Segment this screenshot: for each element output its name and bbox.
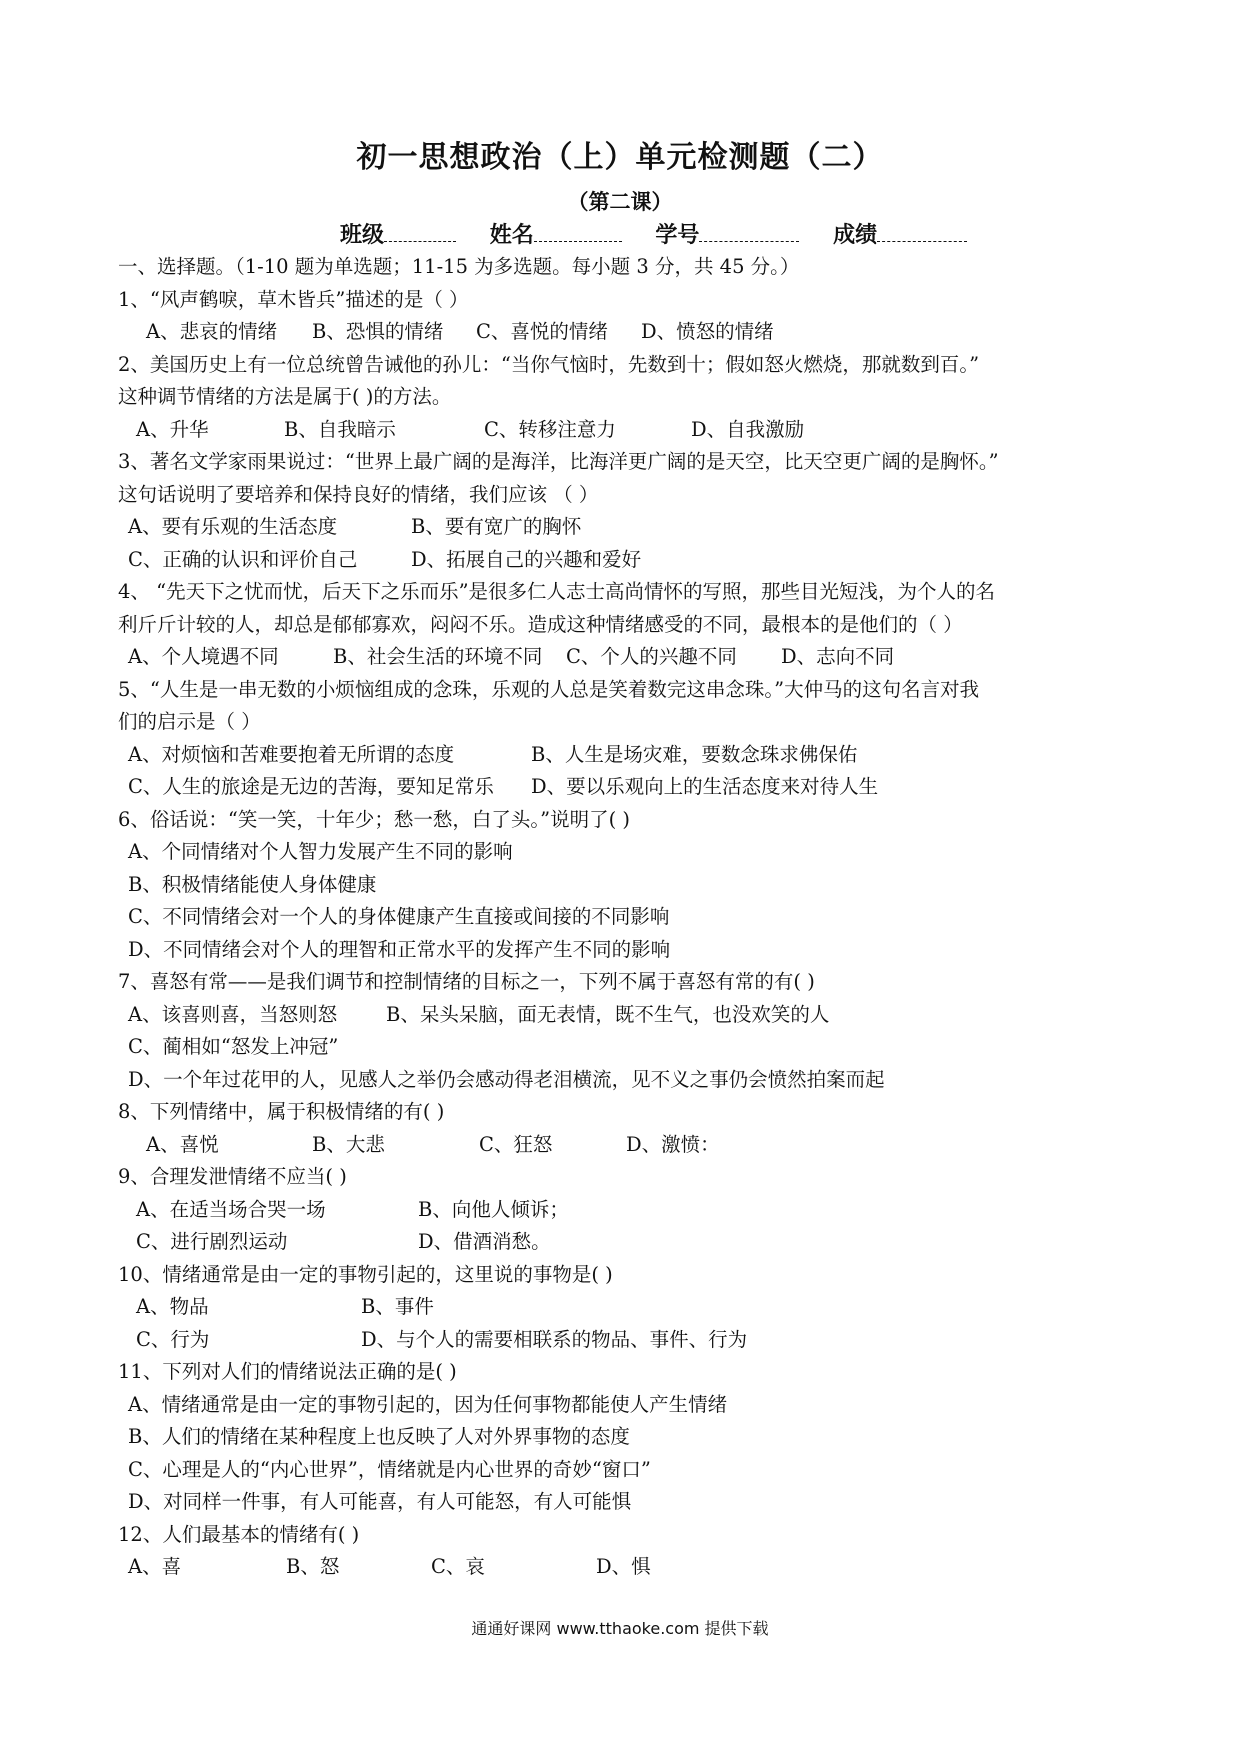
student-info-row xyxy=(340,218,993,249)
option-row xyxy=(118,1421,1138,1454)
option-row xyxy=(118,836,1138,869)
question-text: 11、下列对人们的情绪说法正确的是( ) xyxy=(118,1360,457,1383)
question-9 xyxy=(118,1161,1138,1259)
question-text: 1、“风声鹤唳，草木皆兵”描述的是（ ） xyxy=(118,287,469,311)
answer-option: B、要有宽广的胸怀 xyxy=(411,515,582,538)
question-content xyxy=(118,251,1138,1584)
class-label: 班级 xyxy=(340,223,385,248)
answer-option: D、对同样一件事，有人可能喜，有人可能怒，有人可能惧 xyxy=(128,1490,632,1513)
option-row xyxy=(118,934,1138,967)
answer-option: A、情绪通常是由一定的事物引起的，因为任何事物都能使人产生情绪 xyxy=(128,1392,728,1416)
answer-option: C、转移注意力 xyxy=(484,417,616,441)
option-row xyxy=(118,1389,1138,1422)
answer-option: B、大悲 xyxy=(312,1132,385,1156)
answer-option: C、进行剧烈运动 xyxy=(136,1230,288,1253)
question-7 xyxy=(118,966,1138,1096)
answer-option: D、一个年过花甲的人，见感人之举仍会感动得老泪横流，见不义之事仍会愤然拍案而起 xyxy=(128,1067,885,1091)
question-5 xyxy=(118,674,1138,804)
answer-option: C、人生的旅途是无边的苦海，要知足常乐 xyxy=(128,775,494,798)
answer-option: B、人生是场灾难，要数念珠求佛保佑 xyxy=(531,742,858,766)
page-subtitle: （第二课） xyxy=(567,190,673,214)
answer-option: C、狂怒 xyxy=(479,1132,553,1156)
question-list xyxy=(118,284,1138,1584)
answer-option: D、借酒消愁。 xyxy=(418,1230,551,1253)
answer-option: B、自我暗示 xyxy=(284,417,396,441)
question-text: 5、“人生是一串无数的小烦恼组成的念珠，乐观的人总是笑着数完这串念珠。”大仲马的这句名言对我 xyxy=(118,677,980,701)
option-row xyxy=(118,1486,1138,1519)
question-text: 2、美国历史上有一位总统曾告诫他的孙儿：“当你气恼时，先数到十；假如怒火燃烧，那就数到百。” xyxy=(118,352,980,376)
question-text: 8、下列情绪中，属于积极情绪的有( ) xyxy=(118,1100,445,1123)
question-text: 9、合理发泄情绪不应当( ) xyxy=(118,1165,347,1188)
number-label: 学号 xyxy=(655,223,700,248)
option-row xyxy=(118,641,1138,674)
answer-option: D、愤怒的情绪 xyxy=(641,320,774,343)
option-row xyxy=(118,1226,1138,1259)
answer-option: A、个同情绪对个人智力发展产生不同的影响 xyxy=(128,840,513,863)
question-1 xyxy=(118,284,1138,349)
answer-option: A、物品 xyxy=(136,1295,209,1318)
answer-option: C、不同情绪会对一个人的身体健康产生直接或间接的不同影响 xyxy=(128,905,670,928)
question-text: 3、著名文学家雨果说过：“世界上最广阔的是海洋，比海洋更广阔的是天空，比天空更广阔的是胸怀。” xyxy=(118,450,999,473)
question-2 xyxy=(118,349,1138,447)
question-text: 10、情绪通常是由一定的事物引起的，这里说的事物是( ) xyxy=(118,1262,613,1286)
question-text: 利斤斤计较的人，却总是郁郁寡欢，闷闷不乐。造成这种情绪感受的不同，最根本的是他们的（ ） xyxy=(118,612,963,636)
option-row xyxy=(118,739,1138,772)
option-row xyxy=(118,1129,1138,1162)
answer-option: B、人们的情绪在某种程度上也反映了人对外界事物的态度 xyxy=(128,1425,630,1448)
option-row xyxy=(118,869,1138,902)
number-field xyxy=(655,218,799,249)
question-12 xyxy=(118,1519,1138,1584)
page-title: 初一思想政治（上）单元检测题（二） xyxy=(356,140,884,175)
score-blank xyxy=(877,221,967,242)
option-row xyxy=(118,1324,1138,1357)
answer-option: A、对烦恼和苦难要抱着无所谓的态度 xyxy=(128,742,455,766)
question-3 xyxy=(118,446,1138,576)
answer-option: A、个人境遇不同 xyxy=(128,645,279,668)
answer-option: B、怒 xyxy=(286,1555,340,1578)
answer-option: D、志向不同 xyxy=(781,645,895,668)
question-text: 这种调节情绪的方法是属于( )的方法。 xyxy=(118,385,452,408)
answer-option: C、个人的兴趣不同 xyxy=(566,645,737,668)
answer-option: B、呆头呆脑，面无表情，既不生气，也没欢笑的人 xyxy=(386,1002,830,1026)
question-text: 这句话说明了要培养和保持良好的情绪，我们应该 （ ） xyxy=(118,482,599,506)
answer-option: C、蔺相如“怒发上冲冠” xyxy=(128,1035,339,1058)
answer-option: C、哀 xyxy=(431,1555,485,1578)
option-row xyxy=(118,1551,1138,1584)
footer-text: 通通好课网 www.tthaoke.com 提供下载 xyxy=(471,1619,769,1638)
answer-option: C、心理是人的“内心世界”，情绪就是内心世界的奇妙“窗口” xyxy=(128,1457,651,1481)
answer-option: C、喜悦的情绪 xyxy=(476,320,608,343)
option-row xyxy=(118,1064,1138,1097)
answer-option: D、与个人的需要相联系的物品、事件、行为 xyxy=(361,1327,748,1351)
class-field xyxy=(340,218,456,249)
option-row xyxy=(118,316,1138,349)
option-row xyxy=(118,1454,1138,1487)
option-row xyxy=(118,771,1138,804)
question-text: 6、俗话说：“笑一笑，十年少；愁一愁，白了头。”说明了( ) xyxy=(118,807,631,831)
name-blank xyxy=(534,221,622,242)
option-row xyxy=(118,1194,1138,1227)
option-row xyxy=(118,544,1138,577)
answer-option: A、在适当场合哭一场 xyxy=(136,1197,326,1221)
section-instruction: 一、选择题。（1-10 题为单选题；11-15 为多选题。每小题 3 分，共 45 分。） xyxy=(118,255,800,278)
answer-option: A、要有乐观的生活态度 xyxy=(128,515,338,538)
option-row xyxy=(118,901,1138,934)
number-blank xyxy=(699,221,799,242)
question-text: 4、 “先天下之忧而忧，后天下之乐而乐”是很多仁人志士高尚情怀的写照，那些目光短浅，为个人的名 xyxy=(118,580,996,603)
option-row xyxy=(118,1031,1138,1064)
score-field xyxy=(833,218,967,249)
answer-option: C、正确的认识和评价自己 xyxy=(128,547,358,571)
answer-option: A、升华 xyxy=(136,417,209,441)
question-11 xyxy=(118,1356,1138,1519)
score-label: 成绩 xyxy=(833,223,878,248)
option-row xyxy=(118,511,1138,544)
question-10 xyxy=(118,1259,1138,1357)
answer-option: B、积极情绪能使人身体健康 xyxy=(128,872,377,896)
answer-option: D、惧 xyxy=(596,1555,651,1578)
question-6 xyxy=(118,804,1138,967)
answer-option: B、恐惧的情绪 xyxy=(312,320,444,343)
option-row xyxy=(118,1291,1138,1324)
question-text: 7、喜怒有常——是我们调节和控制情绪的目标之一，下列不属于喜怒有常的有( ) xyxy=(118,970,815,993)
answer-option: A、悲哀的情绪 xyxy=(146,320,278,343)
answer-option: B、向他人倾诉； xyxy=(418,1197,569,1221)
answer-option: A、该喜则喜，当怒则怒 xyxy=(128,1002,338,1026)
question-4 xyxy=(118,576,1138,674)
class-blank xyxy=(384,221,456,242)
answer-option: A、喜 xyxy=(128,1555,182,1578)
answer-option: C、行为 xyxy=(136,1327,210,1351)
question-text: 12、人们最基本的情绪有( ) xyxy=(118,1522,360,1546)
answer-option: B、事件 xyxy=(361,1295,434,1318)
answer-option: D、要以乐观向上的生活态度来对待人生 xyxy=(531,775,879,798)
answer-option: D、激愤： xyxy=(626,1132,720,1156)
answer-option: B、社会生活的环境不同 xyxy=(333,645,543,668)
question-8 xyxy=(118,1096,1138,1161)
option-row xyxy=(118,414,1138,447)
answer-option: A、喜悦 xyxy=(146,1132,219,1156)
name-field xyxy=(490,218,622,249)
answer-option: D、拓展自己的兴趣和爱好 xyxy=(411,547,642,571)
answer-option: D、不同情绪会对个人的理智和正常水平的发挥产生不同的影响 xyxy=(128,937,671,961)
option-row xyxy=(118,999,1138,1032)
question-text: 们的启示是（ ） xyxy=(118,710,261,733)
name-label: 姓名 xyxy=(489,223,534,248)
answer-option: D、自我激励 xyxy=(691,417,805,441)
